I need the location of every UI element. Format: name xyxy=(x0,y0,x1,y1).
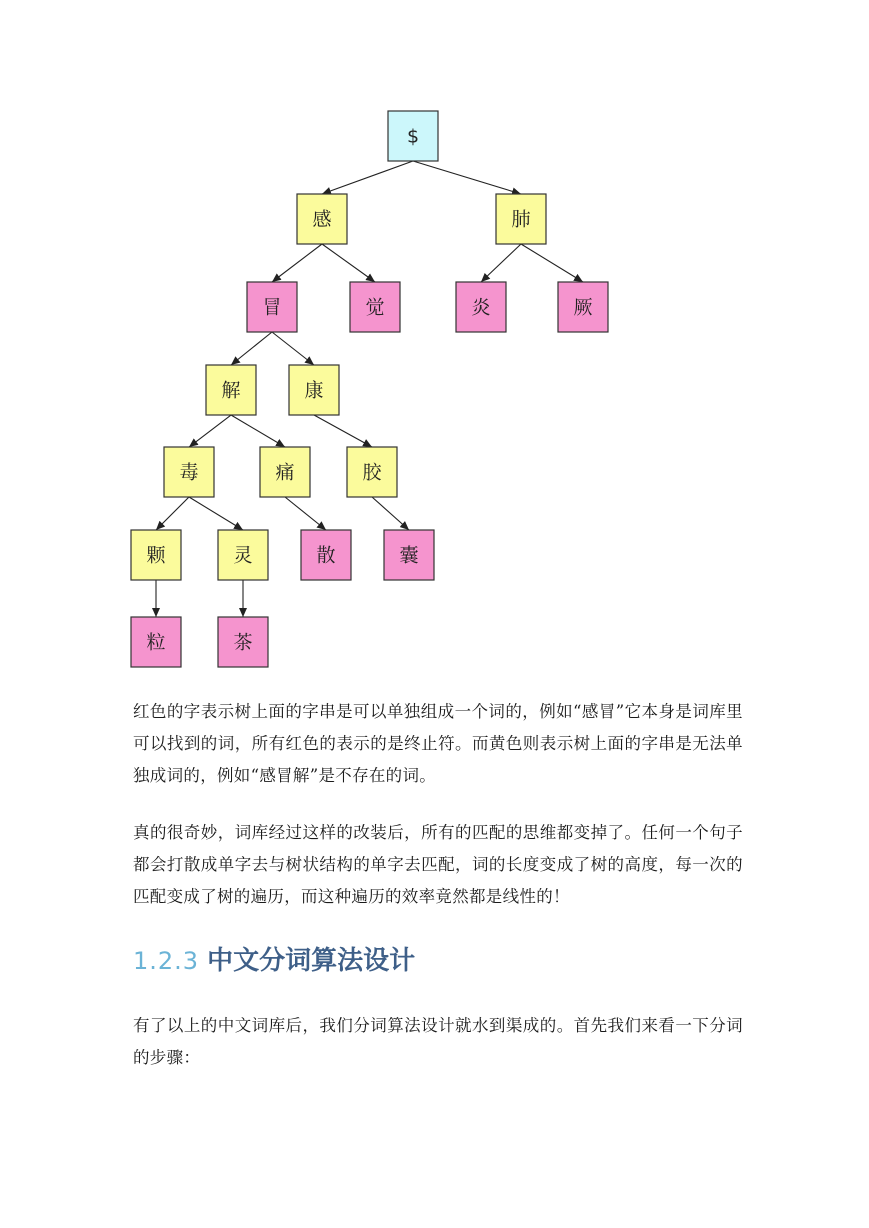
paragraph-color-legend: 红色的字表示树上面的字串是可以单独组成一个词的，例如“感冒”它本身是词库里可以找到的词，所有红色的表示的是终止符。而黄色则表示树上面的字串是无法单独成词的，例如“感冒解”是不存在的词。 xyxy=(133,702,743,785)
tree-node-jie xyxy=(206,365,256,415)
tree-node-kang xyxy=(289,365,339,415)
edge-gan-jue xyxy=(322,244,375,282)
node-label: 胶 xyxy=(362,461,382,484)
edge-kang-jiao xyxy=(314,415,372,447)
node-label: 厥 xyxy=(573,296,593,319)
edge-jie-tong xyxy=(231,415,285,447)
node-label: 觉 xyxy=(365,296,385,319)
tree-node-jiao xyxy=(347,447,397,497)
node-label: 感 xyxy=(312,208,332,231)
node-label: 茶 xyxy=(233,631,253,654)
tree-node-du xyxy=(164,447,214,497)
edge-root-gan xyxy=(322,161,413,194)
tree-node-tong xyxy=(260,447,310,497)
tree-node-nang xyxy=(384,530,434,580)
paragraph-trie-explanation: 真的很奇妙，词库经过这样的改装后，所有的匹配的思维都变掉了。任何一个句子都会打散成单字去与树状结构的单字去匹配，词的长度变成了树的高度，每一次的匹配变成了树的遍历，而这种遍历的效率竟然都是线性的！ xyxy=(133,823,743,906)
tree-node-san xyxy=(301,530,351,580)
tree-node-yan xyxy=(456,282,506,332)
tree-node-mao xyxy=(247,282,297,332)
tree-node-li xyxy=(131,617,181,667)
tree-node-root xyxy=(388,111,438,161)
tree-node-fei xyxy=(496,194,546,244)
node-label: 颗 xyxy=(146,544,166,567)
tree-node-jue xyxy=(350,282,400,332)
edge-root-fei xyxy=(413,161,521,194)
tree-node-gan xyxy=(297,194,347,244)
edge-mao-jie xyxy=(231,332,272,365)
tree-node-ling xyxy=(218,530,268,580)
edge-fei-yan xyxy=(481,244,521,282)
section-heading xyxy=(133,940,415,977)
edge-jie-du xyxy=(189,415,231,447)
node-label: 解 xyxy=(221,379,241,402)
edge-fei-jue2 xyxy=(521,244,583,282)
tree-node-cha xyxy=(218,617,268,667)
node-label: 毒 xyxy=(179,461,199,484)
node-label: 痛 xyxy=(275,461,295,484)
edge-du-ling xyxy=(189,497,243,530)
tree-node-jue2 xyxy=(558,282,608,332)
node-label: 粒 xyxy=(146,631,166,654)
node-label: 冒 xyxy=(262,296,282,319)
node-label: 灵 xyxy=(233,544,253,567)
node-label: 散 xyxy=(316,544,336,567)
node-label: 囊 xyxy=(399,544,419,567)
node-label: 炎 xyxy=(471,296,491,319)
node-label: 康 xyxy=(304,379,324,402)
node-label: $ xyxy=(406,125,420,148)
edge-du-ke xyxy=(156,497,189,530)
edge-gan-mao xyxy=(272,244,322,282)
section-title: 中文分词算法设计 xyxy=(207,946,416,976)
section-number: 1.2.3 xyxy=(133,947,200,975)
edge-mao-kang xyxy=(272,332,314,365)
edge-tong-san xyxy=(285,497,326,530)
paragraph-segmentation-intro: 有了以上的中文词库后，我们分词算法设计就水到渠成的。首先我们来看一下分词的步骤： xyxy=(133,1016,743,1067)
node-label: 肺 xyxy=(511,208,531,231)
tree-node-ke xyxy=(131,530,181,580)
edge-jiao-nang xyxy=(372,497,409,530)
